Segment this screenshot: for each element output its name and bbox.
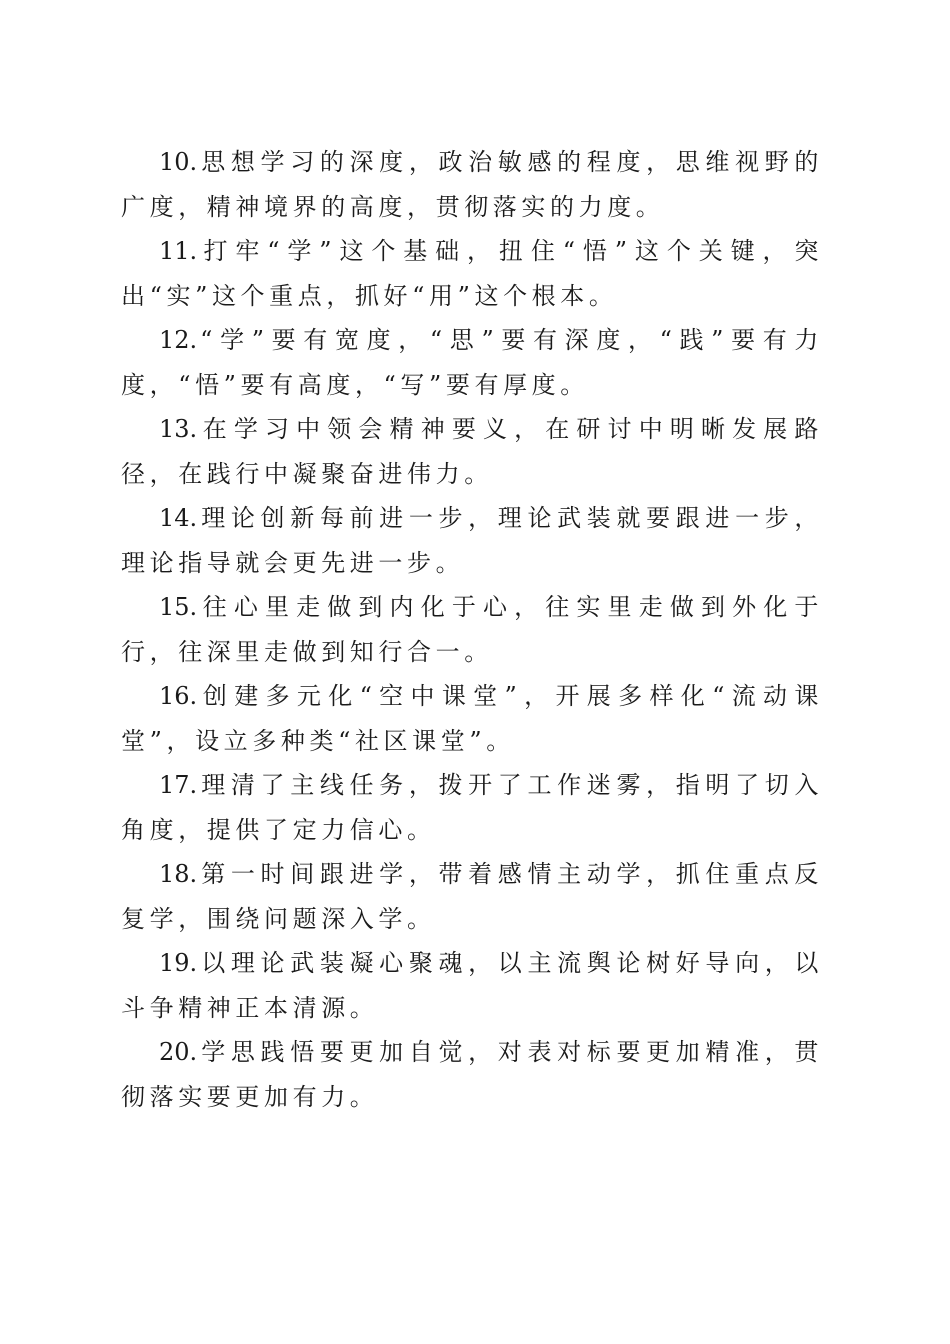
- item-text: “学”要有宽度，“思”要有深度，“践”要有力度，“悟”要有高度，“写”要有厚度。: [121, 326, 823, 399]
- item-number: 13.: [159, 415, 198, 443]
- item-text: 思想学习的深度，政治敏感的程度，思维视野的广度，精神境界的高度，贯彻落实的力度。: [121, 148, 823, 221]
- item-text: 学思践悟要更加自觉，对表对标要更加精准，贯彻落实要更加有力。: [121, 1038, 823, 1111]
- item-text: 打牢“学”这个基础，扭住“悟”这个关键，突出“实”这个重点，抓好“用”这个根本。: [121, 237, 823, 310]
- item-number: 16.: [159, 682, 198, 710]
- item-number: 19.: [159, 949, 198, 977]
- item-number: 12.: [159, 326, 198, 354]
- item-text: 理论创新每前进一步，理论武装就要跟进一步，理论指导就会更先进一步。: [121, 504, 823, 577]
- list-item: [121, 1030, 823, 1119]
- item-number: 11.: [159, 237, 198, 265]
- list-item: [121, 140, 823, 229]
- list-item: [121, 229, 823, 318]
- item-number: 18.: [159, 860, 198, 888]
- item-text: 第一时间跟进学，带着感情主动学，抓住重点反复学，围绕问题深入学。: [121, 860, 823, 933]
- item-text: 往心里走做到内化于心，往实里走做到外化于行，往深里走做到知行合一。: [121, 593, 823, 666]
- item-text: 以理论武装凝心聚魂，以主流舆论树好导向，以斗争精神正本清源。: [121, 949, 823, 1022]
- item-number: 17.: [159, 771, 198, 799]
- list-item: [121, 585, 823, 674]
- item-number: 20.: [159, 1038, 198, 1066]
- list-item: [121, 318, 823, 407]
- document-body: [121, 140, 823, 1119]
- item-number: 15.: [159, 593, 198, 621]
- list-item: [121, 941, 823, 1030]
- list-item: [121, 763, 823, 852]
- list-item: [121, 852, 823, 941]
- item-text: 理清了主线任务，拨开了工作迷雾，指明了切入角度，提供了定力信心。: [121, 771, 823, 844]
- item-number: 10.: [159, 148, 198, 176]
- item-text: 创建多元化“空中课堂”，开展多样化“流动课堂”，设立多种类“社区课堂”。: [121, 682, 823, 755]
- list-item: [121, 674, 823, 763]
- item-number: 14.: [159, 504, 198, 532]
- list-item: [121, 407, 823, 496]
- list-item: [121, 496, 823, 585]
- item-text: 在学习中领会精神要义，在研讨中明晰发展路径，在践行中凝聚奋进伟力。: [121, 415, 823, 488]
